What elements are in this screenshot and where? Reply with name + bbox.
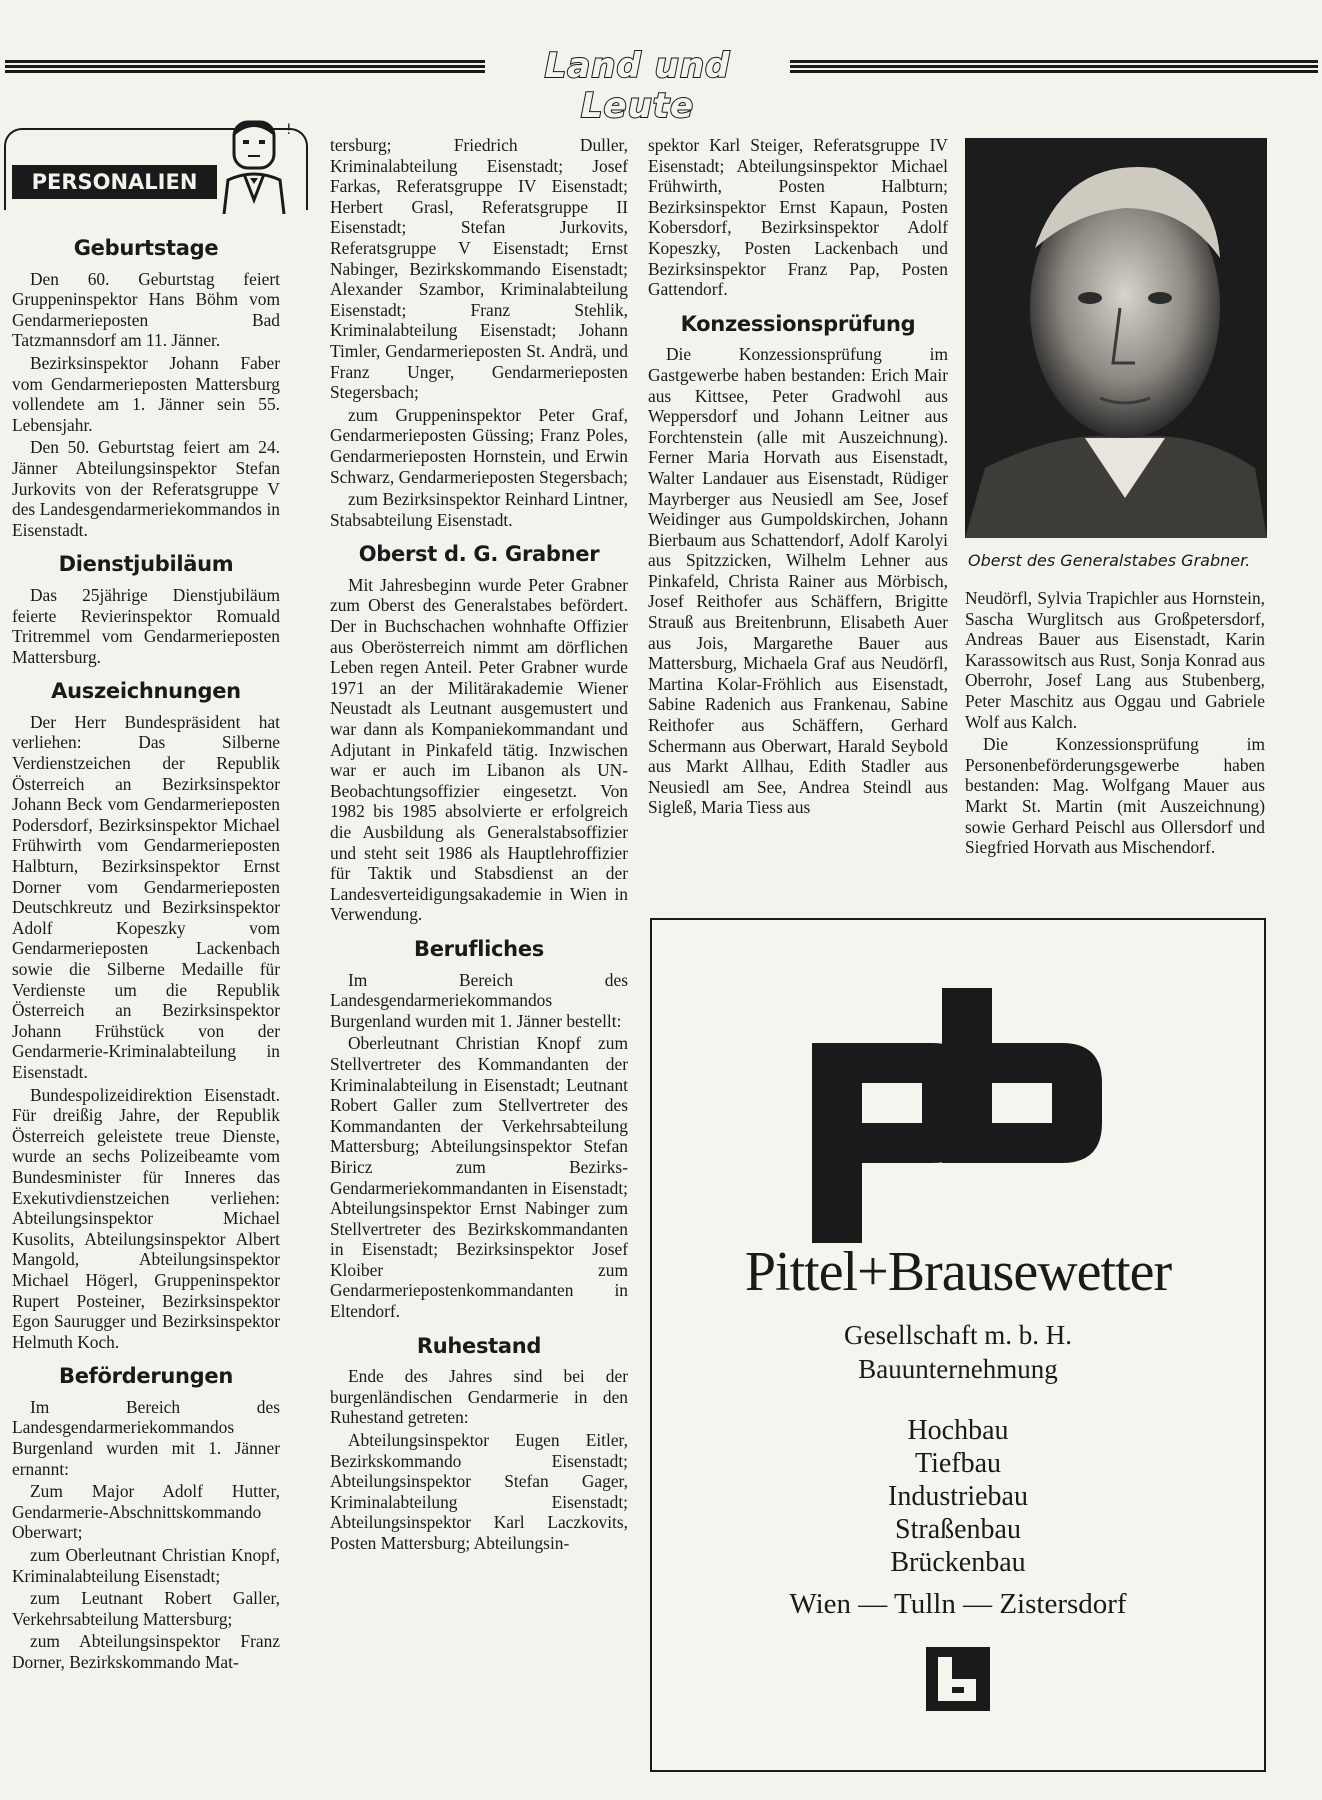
paragraph: Oberleutnant Christian Knopf zum Stellvertreter des Kommandanten der Kriminalabteilung in Eisenstadt; Leutnant Robert Galler zum Stellvertreter des Kommandanten der Verkehrsabteilung Mattersburg; Abteilungsinspektor Stefan Biricz zum Bezirks-Gendarmeriekommandanten in Eisenstadt; Abteilungsinspektor Ernst Nabinger zum Stellvertreter des Bezirkskommandanten in Eisenstadt; Bezirksinspektor Josef Kloiber zum Gendarmeriepostenkommandanten in Eltendorf. — [330, 1033, 628, 1322]
pb-logo-icon — [792, 988, 1122, 1248]
header-rule-right — [790, 60, 1318, 74]
paragraph: zum Leutnant Robert Galler, Verkehrsabteilung Mattersburg; — [12, 1588, 280, 1629]
personalien-label: PERSONALIEN — [12, 165, 217, 199]
paragraph: zum Bezirksinspektor Reinhard Lintner, Stabsabteilung Eisenstadt. — [330, 489, 628, 530]
paragraph: Ende des Jahres sind bei der burgenländischen Gendarmerie in den Ruhestand getreten: — [330, 1366, 628, 1428]
heading-oberst-grabner: Oberst d. G. Grabner — [358, 542, 600, 567]
paragraph: zum Gruppeninspektor Peter Graf, Gendarmerieposten Güssing; Franz Poles, Gendarmerieposten Hornstein, und Erwin Schwarz, Gendarmerieposten Stegersbach; — [330, 404, 628, 487]
paragraph: Das 25jährige Dienstjubiläum feierte Revierinspektor Romuald Tritremmel vom Gendarmerieposten Mattersburg. — [12, 584, 280, 667]
heading-auszeichnungen: Auszeichnungen — [51, 679, 241, 704]
paragraph: zum Oberleutnant Christian Knopf, Kriminalabteilung Eisenstadt; — [12, 1545, 280, 1586]
paragraph: Bezirksinspektor Johann Faber vom Gendarmerieposten Mattersburg vollendete am 1. Jänner sein 55. Lebensjahr. — [12, 352, 280, 435]
heading-konzessionspruefung: Konzessionsprüfung — [680, 311, 916, 336]
company-type: Bauunternehmung — [858, 1354, 1058, 1384]
section-title: Land und Leute — [544, 46, 731, 126]
paragraph: spektor Karl Steiger, Referatsgruppe IV Eisenstadt; Abteilungsinspektor Michael Frühwirth, Posten Halbturn; Bezirksinspektor Ernst Kapaun, Posten Kobersdorf, Bezirksinspektor Adolf Kopeszky, Posten Lackenbach und Bezirksinspektor Franz Pap, Posten Gattendorf. — [648, 135, 948, 300]
paragraph: zum Abteilungsinspektor Franz Dorner, Bezirkskommando Mat- — [12, 1631, 280, 1672]
paragraph: Die Konzessionsprüfung im Gastgewerbe haben bestanden: Erich Mair aus Kittsee, Peter Gradwohl aus Weppersdorf und Johann Leitner aus Forchtenstein (alle mit Auszeichnung). Ferner Maria Horvath aus Eisenstadt, Walter Landauer aus Eisenstadt, Rüdiger Mayrberger aus Neusiedl am See, Josef Weidinger aus Gumpoldskirchen, Johann Bierbaum aus Schattendorf, Adolf Karolyi aus Spitzzicken, Wilhelm Lehner aus Pinkafeld, Christa Rainer aus Mörbisch, Josef Reithofer aus Schäffern, Brigitte Strauß aus Breitenbrunn, Elisabeth Auer aus Jois, Margarethe Bauer aus Mattersburg, Michaela Graf aus Neudörfl, Martina Kolar-Fröhlich aus Eisenstadt, Sabine Radenich aus Frankenau, Sabine Reithofer aus Schäffern, Gerhard Schermann aus Oberwart, Harald Seybold aus Markt Allhau, Edith Stadler aus Neusiedl am See, Andrea Steindl aus Sigleß, Maria Tiess aus — [648, 344, 948, 818]
person-icon — [218, 118, 296, 214]
service-item: Hochbau — [907, 1415, 1009, 1446]
paragraph: Bundespolizeidirektion Eisenstadt. Für dreißig Jahre, der Republik Österreich geleistete treue Dienste, wurde an sechs Polizeibeamte vom Bundesminister für Inneres das Exekutivdienstzeichen verliehen: Abteilungsinspektor Michael Kusolits, Abteilungsinspektor Albert Mangold, Abteilungsinspektor Michael Högerl, Gruppeninspektor Rupert Posteiner, Bezirksinspektor Egon Saurugger und Bezirksinspektor Helmuth Koch. — [12, 1084, 280, 1352]
service-item: Tiefbau — [914, 1448, 1002, 1479]
column-3 — [648, 135, 948, 818]
company-form: Gesellschaft m. b. H. — [844, 1320, 1072, 1350]
paragraph: Den 50. Geburtstag feiert am 24. Jänner Abteilungsinspektor Stefan Jurkovits von der Referatsgruppe V des Landesgendarmeriekommandos in Eisenstadt. — [12, 437, 280, 540]
paragraph: Im Bereich des Landesgendarmeriekommandos Burgenland wurden mit 1. Jänner ernannt: — [12, 1396, 280, 1479]
heading-ruhestand: Ruhestand — [416, 1333, 542, 1358]
paragraph: Mit Jahresbeginn wurde Peter Grabner zum Oberst des Generalstabes befördert. Der in Buchschachen wohnhafte Offizier aus Oberösterreich nimmt am dörflichen Leben regen Anteil. Peter Grabner wurde 1971 an der Militärakademie Wiener Neustadt als Leutnant ausgemustert und war dann als Kompaniekommandant und Adjutant in Pinkafeld tätig. Inzwischen war er auch im Libanon als UN-Beobachtungsoffizier eingesetzt. Von 1982 bis 1985 absolvierte er erfolgreich die Ausbildung als Generalstabsoffizier und steht seit 1986 als Hauptlehroffizier für Taktik und Stabsdienst an der Landesverteidigungsakademie in Wien in Verwendung. — [330, 574, 628, 925]
company-locations: Wien — Tulln — Zistersdorf — [789, 1588, 1127, 1620]
advertisement — [650, 918, 1266, 1772]
service-item: Industriebau — [888, 1481, 1028, 1512]
column-2 — [330, 135, 628, 1554]
paragraph: Abteilungsinspektor Eugen Eitler, Bezirkskommando Eisenstadt; Abteilungsinspektor Stefan Gager, Kriminalabteilung Eisenstadt; Abteilungsinspektor Karl Laczkovits, Posten Mattersburg; Abteilungsin- — [330, 1430, 628, 1553]
service-item: Straßenbau — [895, 1514, 1021, 1545]
photo-caption: Oberst des Generalstabes Grabner. — [968, 551, 1251, 570]
heading-berufliches: Berufliches — [414, 936, 544, 961]
portrait-photo — [965, 138, 1267, 538]
paragraph: Der Herr Bundespräsident hat verliehen: Das Silberne Verdienstzeichen der Republik Österreich an Bezirksinspektor Johann Beck vom Gendarmerieposten Podersdorf, Bezirksinspektor Michael Frühwirth vom Gendarmerieposten Halbturn, Bezirksinspektor Ernst Dorner vom Gendarmerieposten Deutschkreutz und Bezirksinspektor Adolf Kopeszky vom Gendarmerieposten Lackenbach sowie die Silberne Medaille für Verdienste um die Republik Österreich an Bezirksinspektor Johann Frühstück von der Gendarmerie-Kriminalabteilung in Eisenstadt. — [12, 711, 280, 1082]
header-rule-left — [5, 60, 485, 74]
paragraph: Neudörfl, Sylvia Trapichler aus Hornstein, Sascha Wurglitsch aus Großpetersdorf, Andreas Bauer aus Eisenstadt, Karin Karassowitsch aus Rust, Sonja Konrad aus Oberrohr, Josef Lang aus Stubenberg, Peter Maschitz aus Oggau und Gabriele Wolf aus Kalch. — [965, 588, 1265, 732]
heading-geburtstage: Geburtstage — [73, 236, 219, 260]
heading-dienstjubilaeum: Dienstjubiläum — [58, 552, 234, 577]
paragraph: Zum Major Adolf Hutter, Gendarmerie-Abschnittskommando Oberwart; — [12, 1481, 280, 1543]
paragraph: Die Konzessionsprüfung im Personenbeförderungsgewerbe haben bestanden: Mag. Wolfgang Mauer aus Markt St. Martin (mit Auszeichnung) sowie Gerhard Peischl aus Ollersdorf und Siegfried Horvath aus Mischendorf. — [965, 734, 1265, 858]
paragraph: Den 60. Geburtstag feiert Gruppeninspektor Hans Böhm vom Gendarmerieposten Bad Tatzmannsdorf am 11. Jänner. — [12, 268, 280, 351]
company-mark-icon — [924, 1645, 992, 1713]
company-name: Pittel+Brausewetter — [744, 1241, 1172, 1303]
column-1 — [12, 238, 280, 1673]
paragraph: Im Bereich des Landesgendarmeriekommandos Burgenland wurden mit 1. Jänner bestellt: — [330, 969, 628, 1031]
svg-text:!: ! — [286, 122, 292, 138]
column-4 — [965, 588, 1265, 858]
paragraph: tersburg; Friedrich Duller, Kriminalabteilung Eisenstadt; Josef Farkas, Referatsgruppe IV Eisenstadt; Herbert Grasl, Referatsgruppe II Eisenstadt; Stefan Jurkovits, Referatsgruppe V Eisenstadt; Ernst Nabinger, Bezirkskommando Eisenstadt; Alexander Szambor, Kriminalabteilung Eisenstadt; Franz Stehlik, Kriminalabteilung Eisenstadt; Johann Timler, Gendarmerieposten St. Andrä, und Franz Unger, Gendarmerieposten Stegersbach; — [330, 135, 628, 403]
services-list — [652, 1414, 1264, 1579]
heading-befoerderungen: Beförderungen — [58, 1364, 234, 1389]
service-item: Brückenbau — [890, 1547, 1026, 1578]
